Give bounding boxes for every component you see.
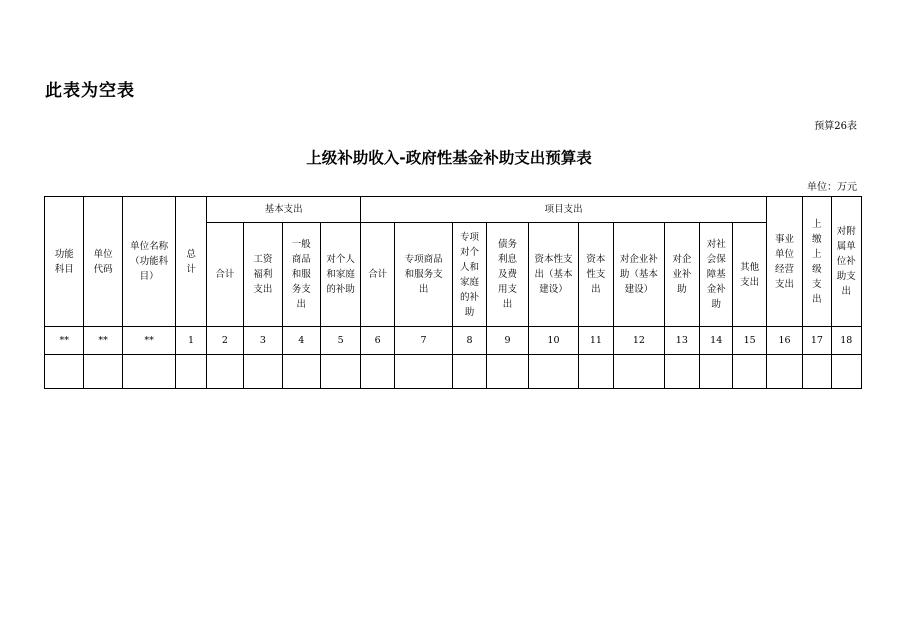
- form-number: 预算26表: [814, 121, 857, 132]
- index-cell: 15: [733, 327, 766, 355]
- index-cell: 5: [320, 327, 360, 355]
- col-header-other: 其他支出: [733, 223, 766, 327]
- col-header-personal-subsidy: 对个人和家庭的补助: [320, 223, 360, 327]
- budget-table: [44, 196, 862, 389]
- col-header-enterprise-subsidy: 对企业补助: [664, 223, 699, 327]
- data-cell: [664, 355, 699, 389]
- index-cell: 7: [394, 327, 453, 355]
- col-header-debt-interest: 债务利息及费用支出: [486, 223, 528, 327]
- col-header-remit-upper: 上缴上级支出: [803, 197, 831, 327]
- data-cell: [831, 355, 861, 389]
- col-header-subsidiary-subsidy: 对附属单位补助支出: [831, 197, 861, 327]
- data-cell: [320, 355, 360, 389]
- group-header-project: 项目支出: [361, 197, 766, 223]
- data-cell: [486, 355, 528, 389]
- data-cell: [578, 355, 613, 389]
- data-row: [45, 355, 862, 389]
- col-header-enterprise-construction: 对企业补助（基本建设）: [614, 223, 665, 327]
- index-cell: 18: [831, 327, 861, 355]
- col-header-total: 总计: [176, 197, 206, 327]
- index-cell: 9: [486, 327, 528, 355]
- index-cell: 1: [176, 327, 206, 355]
- data-cell: [453, 355, 486, 389]
- data-cell: [803, 355, 831, 389]
- data-cell: [206, 355, 243, 389]
- col-header-function-subject: 功能科目: [45, 197, 84, 327]
- data-cell: [84, 355, 122, 389]
- index-cell: 14: [700, 327, 733, 355]
- data-cell: [244, 355, 282, 389]
- col-header-social-security: 对社会保障基金补助: [700, 223, 733, 327]
- empty-table-note: 此表为空表: [45, 81, 135, 101]
- col-header-capital: 资本性支出: [578, 223, 613, 327]
- group-header-basic: 基本支出: [206, 197, 361, 223]
- index-cell: **: [84, 327, 122, 355]
- col-header-special-personal: 专项对个人和家庭的补助: [453, 223, 486, 327]
- header-row-groups: [45, 197, 862, 223]
- index-cell: **: [122, 327, 176, 355]
- page-title: 上级补助收入-政府性基金补助支出预算表: [306, 149, 592, 167]
- data-cell: [176, 355, 206, 389]
- index-cell: 11: [578, 327, 613, 355]
- data-cell: [614, 355, 665, 389]
- index-cell: 16: [766, 327, 802, 355]
- col-header-project-subtotal: 合计: [361, 223, 394, 327]
- unit-label: 单位：万元: [807, 182, 857, 193]
- index-cell: 2: [206, 327, 243, 355]
- col-header-special-goods: 专项商品和服务支出: [394, 223, 453, 327]
- col-header-goods-services: 一般商品和服务支出: [282, 223, 320, 327]
- data-cell: [529, 355, 579, 389]
- data-cell: [45, 355, 84, 389]
- col-header-unit-name: 单位名称（功能科目）: [122, 197, 176, 327]
- data-cell: [282, 355, 320, 389]
- index-cell: 10: [529, 327, 579, 355]
- col-header-unit-code: 单位代码: [84, 197, 122, 327]
- data-cell: [361, 355, 394, 389]
- col-header-enterprise-operating: 事业单位经营支出: [766, 197, 802, 327]
- data-cell: [700, 355, 733, 389]
- index-cell: 17: [803, 327, 831, 355]
- index-cell: 6: [361, 327, 394, 355]
- data-cell: [766, 355, 802, 389]
- index-cell: 12: [614, 327, 665, 355]
- index-cell: 13: [664, 327, 699, 355]
- index-cell: 4: [282, 327, 320, 355]
- data-cell: [122, 355, 176, 389]
- index-cell: 8: [453, 327, 486, 355]
- data-cell: [394, 355, 453, 389]
- col-header-wages: 工资福利支出: [244, 223, 282, 327]
- col-header-capital-construction: 资本性支出（基本建设）: [529, 223, 579, 327]
- data-cell: [733, 355, 766, 389]
- col-header-basic-subtotal: 合计: [206, 223, 243, 327]
- index-cell: **: [45, 327, 84, 355]
- index-cell: 3: [244, 327, 282, 355]
- index-row: [45, 327, 862, 355]
